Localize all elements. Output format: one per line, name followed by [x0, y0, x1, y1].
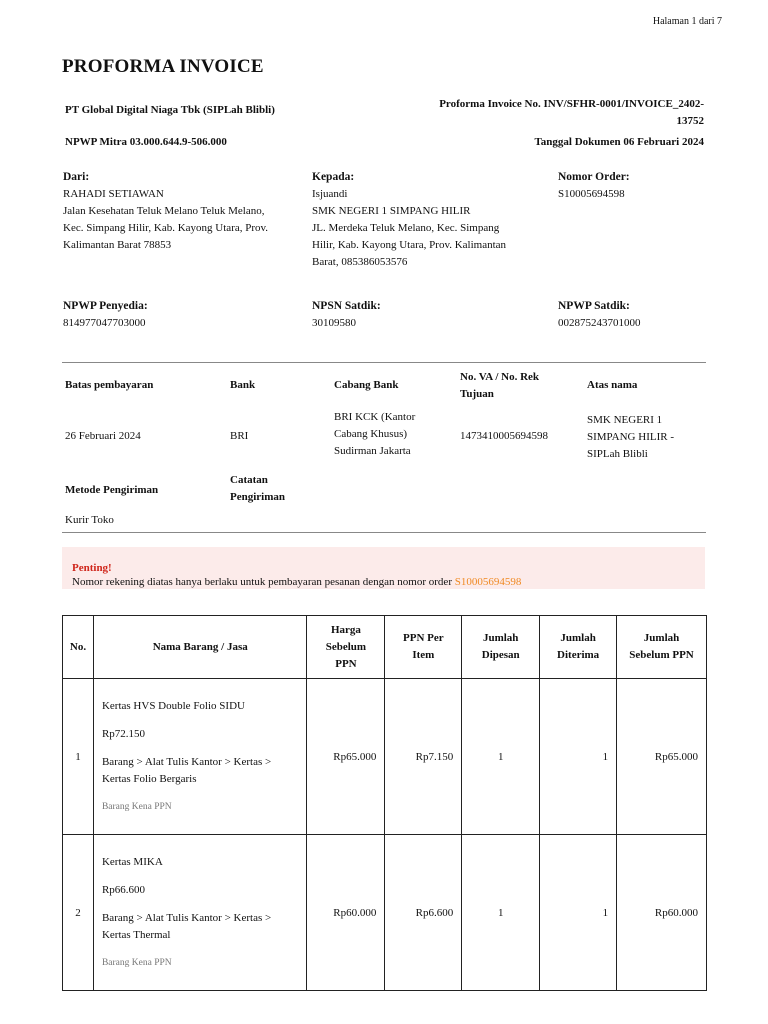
divider [62, 532, 706, 533]
col-total-header [617, 616, 707, 679]
shipping-method-header: Metode Pengiriman [65, 484, 159, 496]
recipient-line: Barat, 085386053576 [312, 256, 408, 268]
item-name: Kertas HVS Double Folio SIDU [101, 699, 245, 712]
account-name-line: SIMPANG HILIR - [587, 431, 674, 443]
recipient-block [312, 169, 542, 271]
item-category-line: Kertas Thermal [101, 928, 171, 941]
item-ppn: Rp6.600 [385, 835, 462, 991]
document-title: PROFORMA INVOICE [62, 56, 264, 77]
table-header-row [63, 616, 707, 679]
npwp-satdik-value: 002875243701000 [558, 317, 641, 329]
bank-value: BRI [230, 430, 249, 442]
item-total: Rp60.000 [617, 835, 707, 991]
bank-header: Bank [230, 379, 256, 391]
notice-message: Nomor rekening diatas hanya berlaku untuk pembayaran pesanan dengan nomor order [72, 576, 455, 588]
npsn-satdik-label: NPSN Satdik: [312, 300, 381, 312]
item-category [102, 754, 299, 788]
payment-deadline-header: Batas pembayaran [65, 379, 154, 391]
document-date: Tanggal Dokumen 06 Februari 2024 [534, 136, 704, 148]
npsn-satdik-block [312, 298, 381, 332]
account-name-value [587, 412, 674, 463]
item-description [93, 679, 307, 835]
header-line: Diterima [557, 649, 600, 661]
item-price: Rp72.150 [101, 727, 146, 740]
item-qty-received: 1 [540, 679, 617, 835]
npwp-penyedia-block [63, 298, 148, 332]
va-number-value: 1473410005694598 [460, 430, 548, 442]
npwp-mitra: NPWP Mitra 03.000.644.9-506.000 [65, 136, 227, 148]
item-category [102, 910, 299, 944]
sender-label: Dari: [63, 171, 90, 183]
divider [62, 362, 706, 363]
item-qty-ordered: 1 [462, 679, 540, 835]
notice-order-number: S10005694598 [454, 576, 522, 588]
bank-branch-line: Sudirman Jakarta [334, 445, 411, 457]
account-name-line: SMK NEGERI 1 [587, 414, 663, 426]
header-line: Jumlah [560, 632, 596, 644]
table-row [63, 835, 707, 991]
bank-branch-line: BRI KCK (Kantor [334, 411, 416, 423]
header-line: Jumlah [482, 632, 519, 644]
recipient-label: Kepada: [312, 171, 355, 183]
header-line: Jumlah [643, 632, 680, 644]
header-line: Dipesan [481, 649, 520, 661]
item-tax-tag: Barang Kena PPN [101, 801, 172, 812]
seller-name: PT Global Digital Niaga Tbk (SIPLah Blibli) [65, 104, 275, 116]
item-qty-received: 1 [540, 835, 617, 991]
col-no-header: No. [63, 616, 94, 679]
item-category-line: Kertas Folio Bergaris [101, 772, 197, 785]
item-qty-ordered: 1 [462, 835, 540, 991]
payment-notice [62, 547, 705, 589]
row-no: 2 [63, 835, 94, 991]
npwp-satdik-label: NPWP Satdik: [558, 300, 630, 312]
col-received-header [540, 616, 617, 679]
item-price-before-tax: Rp60.000 [307, 835, 385, 991]
header-line: Harga [330, 623, 361, 636]
col-name-header: Nama Barang / Jasa [93, 616, 307, 679]
item-price-before-tax: Rp65.000 [307, 679, 385, 835]
sender-address-line: Jalan Kesehatan Teluk Melano Teluk Melano, [63, 205, 265, 217]
recipient-line: Hilir, Kab. Kayong Utara, Prov. Kalimantan [312, 239, 507, 251]
header-line: PPN Per [403, 632, 444, 644]
header-line: Sebelum [325, 640, 367, 653]
payment-deadline-value: 26 Februari 2024 [65, 430, 141, 442]
col-ppn-header [385, 616, 462, 679]
header-line: Item [412, 649, 435, 661]
header-line: Sebelum PPN [629, 649, 694, 661]
item-name: Kertas MIKA [101, 855, 163, 868]
item-tax-tag: Barang Kena PPN [101, 957, 172, 968]
sender-block [63, 169, 303, 254]
shipping-note-header-line: Catatan [230, 474, 268, 486]
item-description [93, 835, 307, 991]
npsn-satdik-value: 30109580 [312, 317, 356, 329]
account-name-header: Atas nama [587, 379, 638, 391]
bank-branch-value [334, 409, 415, 460]
recipient-name: Isjuandi [312, 188, 348, 200]
sender-name: RAHADI SETIAWAN [63, 188, 164, 200]
invoice-number-line1: Proforma Invoice No. INV/SFHR-0001/INVOICE_2402- [439, 98, 704, 110]
item-category-line: Barang > Alat Tulis Kantor > Kertas > [101, 911, 272, 924]
va-number-header [460, 369, 539, 403]
item-ppn: Rp7.150 [385, 679, 462, 835]
account-name-line: SIPLah Blibli [587, 448, 648, 460]
shipping-note-header-line: Pengiriman [230, 491, 285, 503]
item-category-line: Barang > Alat Tulis Kantor > Kertas > [101, 755, 272, 768]
npwp-satdik-block [558, 298, 641, 332]
invoice-number-line2: 13752 [676, 115, 704, 127]
col-price-header [307, 616, 385, 679]
bank-branch-line: Cabang Khusus) [334, 428, 408, 440]
sender-address-line: Kalimantan Barat 78853 [63, 239, 172, 251]
page-indicator: Halaman 1 dari 7 [652, 16, 722, 27]
invoice-number [384, 96, 704, 130]
order-number-label: Nomor Order: [558, 171, 630, 183]
order-number-block [558, 169, 630, 203]
npwp-penyedia-label: NPWP Penyedia: [63, 300, 148, 312]
header-line: PPN [335, 657, 357, 670]
shipping-method-value: Kurir Toko [65, 514, 114, 526]
va-number-header-line: Tujuan [460, 388, 494, 400]
item-price: Rp66.600 [101, 883, 146, 896]
va-number-header-line: No. VA / No. Rek [460, 371, 540, 383]
items-table [62, 615, 707, 991]
recipient-line: SMK NEGERI 1 SIMPANG HILIR [312, 205, 471, 217]
recipient-line: JL. Merdeka Teluk Melano, Kec. Simpang [312, 222, 500, 234]
col-ordered-header [462, 616, 540, 679]
notice-text [72, 576, 521, 588]
bank-branch-header: Cabang Bank [334, 379, 399, 391]
table-row [63, 679, 707, 835]
item-total: Rp65.000 [617, 679, 707, 835]
row-no: 1 [63, 679, 94, 835]
shipping-note-header [230, 472, 285, 506]
npwp-penyedia-value: 814977047703000 [63, 317, 146, 329]
order-number-value: S10005694598 [558, 188, 625, 200]
notice-title: Penting! [72, 562, 112, 574]
sender-address-line: Kec. Simpang Hilir, Kab. Kayong Utara, Prov. [63, 222, 269, 234]
